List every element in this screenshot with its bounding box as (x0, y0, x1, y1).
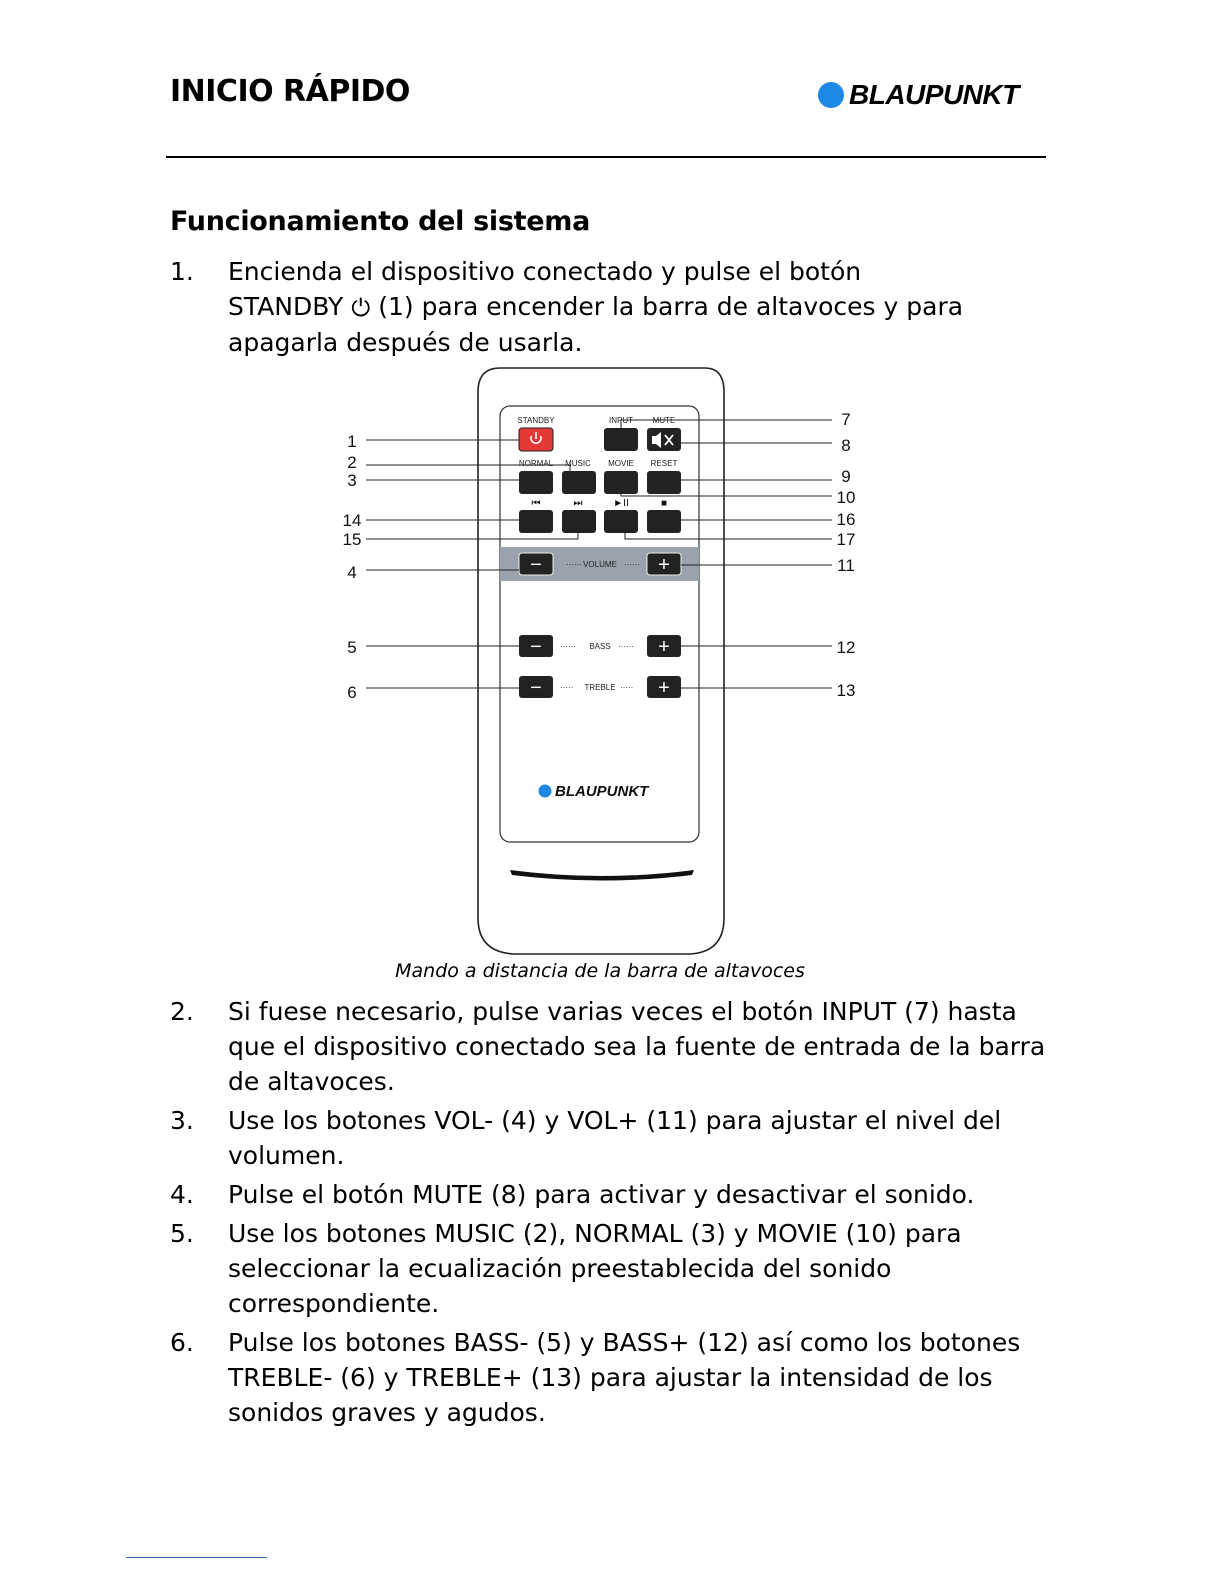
reset-button (647, 471, 681, 494)
figure-caption: Mando a distancia de la barra de altavoces (395, 960, 805, 982)
treble-dots-left: ····· (560, 683, 574, 692)
callout-number: 17 (836, 530, 856, 549)
label-bass: BASS (589, 642, 611, 651)
footnote-divider (126, 1557, 267, 1558)
label-treble: TREBLE (584, 683, 616, 692)
treble-minus-icon: − (530, 677, 542, 699)
prev-button (519, 510, 553, 533)
callout-number: 5 (347, 638, 357, 657)
callout-number: 7 (841, 410, 851, 429)
music-button (562, 471, 596, 494)
prev-icon: ⏮ (531, 498, 541, 509)
next-button (562, 510, 596, 533)
callout-number: 1 (347, 432, 357, 451)
bass-dots-right: ······ (618, 642, 634, 651)
play-pause-icon: ►II (613, 498, 629, 509)
label-standby: STANDBY (517, 416, 555, 425)
step-number: 2. (170, 997, 194, 1026)
bass-minus-icon: − (530, 636, 542, 658)
next-icon: ⏭ (573, 498, 583, 509)
label-normal: NORMAL (518, 459, 554, 468)
remote-brand: BLAUPUNKT (555, 783, 649, 800)
step-number: 4. (170, 1180, 194, 1209)
callout-number: 4 (347, 563, 357, 582)
stop-button (647, 510, 681, 533)
label-volume: VOLUME (583, 560, 617, 569)
bass-dots-left: ······ (560, 642, 576, 651)
step-text: Si fuese necesario, pulse varias veces el botón INPUT (7) hasta que el dispositivo conectado sea la fuente de entrada de la barra de altavoces. (228, 997, 1046, 1096)
standby-word: STANDBY (228, 292, 344, 321)
step-text: Pulse el botón MUTE (8) para activar y desactivar el sonido. (228, 1180, 975, 1209)
stop-icon: ■ (660, 498, 668, 509)
step-number: 5. (170, 1219, 194, 1248)
label-music: MUSIC (565, 459, 591, 468)
page-title: INICIO RÁPIDO (170, 74, 410, 109)
step-line: Encienda el dispositivo conectado y pulse el botón (228, 257, 862, 286)
standby-button (519, 428, 553, 451)
section-title: Funcionamiento del sistema (170, 206, 591, 237)
normal-button (519, 471, 553, 494)
callout-number: 11 (837, 556, 855, 575)
callout-number: 14 (342, 511, 362, 530)
callout-number: 3 (347, 471, 357, 490)
callout-number: 15 (342, 530, 362, 549)
power-icon: ⏻ (351, 294, 371, 322)
volume-dots-left: ······ (566, 560, 582, 569)
volume-minus-icon: − (530, 554, 542, 576)
step-text: Use los botones MUSIC (2), NORMAL (3) y MOVIE (10) para seleccionar la ecualización preestablecida del sonido correspondiente. (228, 1219, 962, 1318)
step-number: 6. (170, 1328, 194, 1357)
bass-plus-icon: + (658, 636, 670, 658)
callout-number: 6 (347, 683, 357, 702)
label-movie: MOVIE (608, 459, 634, 468)
callout-number: 8 (841, 436, 851, 455)
callout-number: 10 (836, 488, 856, 507)
step-line: apagarla después de usarla. (228, 328, 583, 357)
label-mute: MUTE (652, 416, 676, 425)
callout-number: 2 (347, 453, 357, 472)
volume-plus-icon: + (658, 554, 670, 576)
volume-dots-right: ······ (624, 560, 640, 569)
treble-dots-right: ····· (620, 683, 634, 692)
callout-number: 12 (836, 638, 856, 657)
step-text: Pulse los botones BASS- (5) y BASS+ (12) así como los botones TREBLE- (6) y TREBLE+ (13) para ajustar la intensidad de los sonidos graves y agudos. (228, 1328, 1021, 1427)
step-text: Use los botones VOL- (4) y VOL+ (11) para ajustar el nivel del volumen. (228, 1106, 1002, 1170)
play-pause-button (604, 510, 638, 533)
brand-name: BLAUPUNKT (849, 79, 1019, 110)
callout-number: 13 (836, 681, 856, 700)
input-button (604, 428, 638, 451)
callout-number: 9 (841, 467, 851, 486)
step-number: 1. (170, 257, 194, 286)
remote-brand-dot-icon (539, 785, 552, 798)
label-input: INPUT (609, 416, 633, 425)
callout-number: 16 (836, 510, 856, 529)
step-line-rest: (1) para encender la barra de altavoces y para (378, 292, 964, 321)
step-number: 3. (170, 1106, 194, 1135)
label-reset: RESET (650, 459, 678, 468)
treble-plus-icon: + (658, 677, 670, 699)
